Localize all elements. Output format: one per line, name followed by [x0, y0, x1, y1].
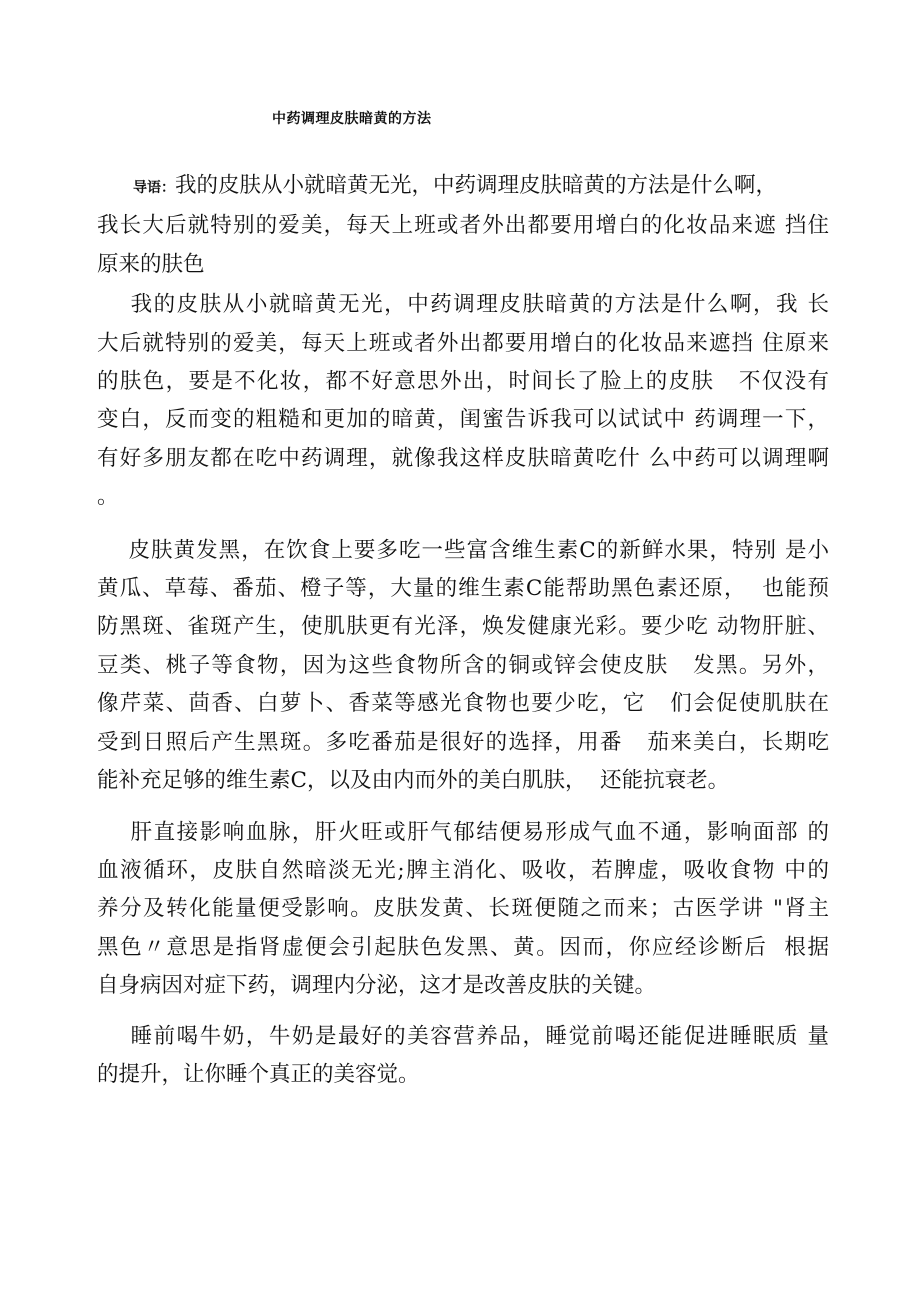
intro-lead-label: 导语：: [133, 180, 175, 196]
paragraph-line: 血液循环，皮肤自然暗淡无光;脾主消化、吸收，若脾虚，吸收食物 中的: [97, 857, 829, 883]
paragraph-line: 豆类、桃子等食物，因为这些食物所含的铜或锌会使皮肤 发黑。另外，: [97, 652, 829, 678]
paragraph-line: 的肤色，要是不化妆，都不好意思外出，时间长了脸上的皮肤 不仅没有: [97, 369, 829, 395]
body-paragraph: [97, 814, 829, 1006]
paragraph-line: 能补充足够的维生素C，以及由内而外的美白肌肤， 还能抗衰老。: [97, 768, 730, 794]
paragraph-line: 防黑斑、雀斑产生，使肌肤更有光泽，焕发健康光彩。要少吃 动物肝脏、: [97, 614, 829, 640]
intro-line: 我长大后就特别的爱美，每天上班或者外出都要用增白的化妆品来遮 挡住: [97, 213, 829, 239]
paragraph-line: 自身病因对症下药，调理内分泌，这才是改善皮肤的关键。: [97, 973, 657, 999]
paragraph-line: 像芹菜、茴香、白萝卜、香菜等感光食物也要少吃，它 们会促使肌肤在: [97, 691, 829, 717]
body-paragraph: [97, 1018, 829, 1095]
paragraph-line: 的提升，让你睡个真正的美容觉。: [97, 1061, 420, 1087]
paragraph-line: 睡前喝牛奶，牛奶是最好的美容营养品，睡觉前喝还能促进睡眠质 量: [97, 1023, 829, 1049]
paragraph-line: 有好多朋友都在吃中药调理，就像我这样皮肤暗黄吃什 么中药可以调理啊: [97, 445, 829, 471]
body-paragraph: [97, 532, 829, 801]
paragraph-line: 黄瓜、草莓、番茄、橙子等，大量的维生素C能帮助黑色素还原， 也能预: [97, 576, 829, 602]
intro-paragraph: [97, 167, 829, 284]
paragraph-line: 大后就特别的爱美，每天上班或者外出都要用增白的化妆品来遮挡 住原来: [97, 330, 829, 356]
paragraph-line: 我的皮肤从小就暗黄无光，中药调理皮肤暗黄的方法是什么啊，我 长: [97, 292, 829, 318]
body-paragraph: [97, 286, 829, 516]
paragraph-line: 养分及转化能量便受影响。皮肤发黄、长斑便随之而来；古医学讲 "肾主: [97, 896, 829, 922]
paragraph-line: 。: [97, 484, 119, 510]
document-title: 中药调理皮肤暗黄的方法: [272, 111, 432, 127]
paragraph-line: 受到日照后产生黑斑。多吃番茄是很好的选择，用番 茄来美白，长期吃: [97, 729, 829, 755]
paragraph-line: 皮肤黄发黑，在饮食上要多吃一些富含维生素C的新鲜水果，特别 是小: [97, 537, 829, 563]
intro-line: 原来的肤色: [97, 251, 205, 277]
paragraph-line: 肝直接影响血脉，肝火旺或肝气郁结便易形成气血不通，影响面部 的: [97, 819, 829, 845]
paragraph-line: 黑色〃意思是指肾虚便会引起肤色发黑、黄。因而，你应经诊断后 根据: [97, 934, 829, 960]
paragraph-line: 变白，反而变的粗糙和更加的暗黄，闺蜜告诉我可以试试中 药调理一下，: [97, 407, 829, 433]
intro-line-text: 我的皮肤从小就暗黄无光，中药调理皮肤暗黄的方法是什么啊，: [175, 173, 778, 198]
intro-line: [97, 167, 829, 207]
